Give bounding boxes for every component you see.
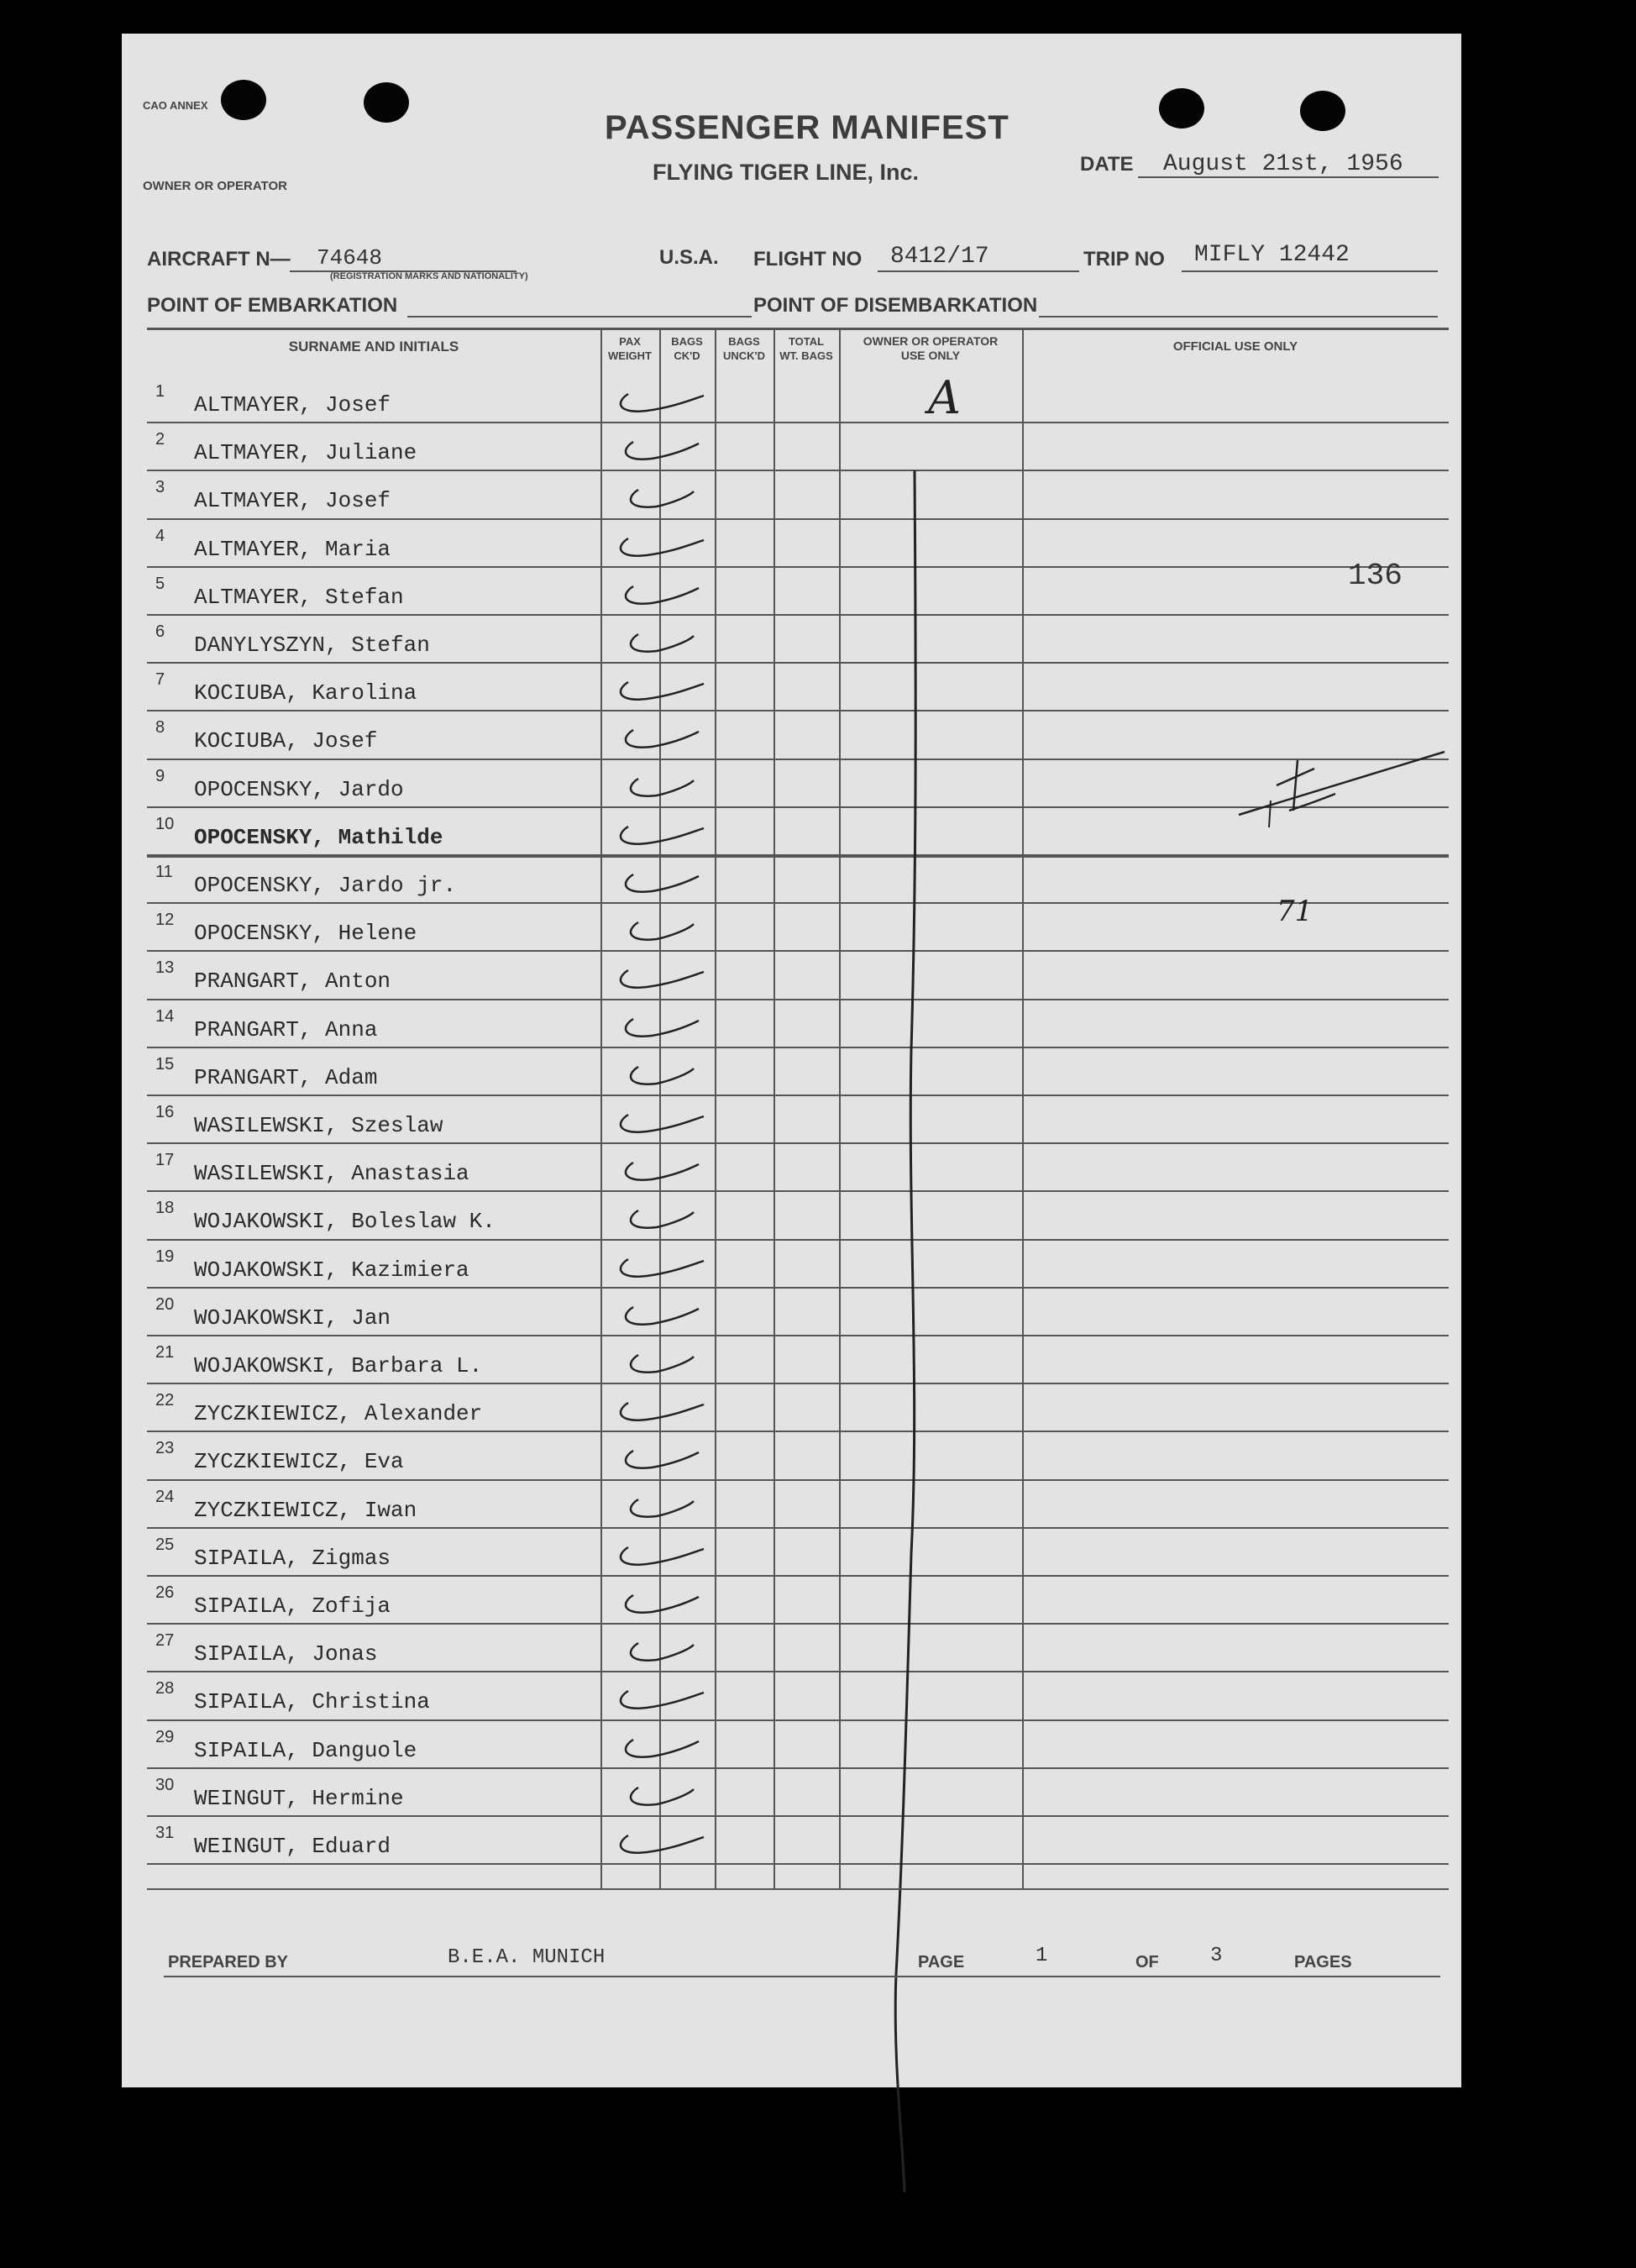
row-divider (147, 1047, 1449, 1048)
row-number: 8 (155, 718, 165, 738)
row-number: 24 (155, 1487, 175, 1506)
col-owner-use-header: OWNER OR OPERATOR USE ONLY (863, 334, 999, 362)
punch-hole-icon (1159, 88, 1204, 129)
passenger-name: OPOCENSKY, Helene (194, 921, 417, 947)
row-divider (147, 999, 1449, 1000)
row-number: 30 (155, 1775, 175, 1794)
row-divider (147, 662, 1449, 664)
trip-label: TRIP NO (1083, 248, 1165, 270)
col-divider (839, 328, 841, 1888)
check-mark-icon (613, 1542, 714, 1572)
row-number: 27 (155, 1631, 175, 1651)
flight-underline (878, 270, 1079, 272)
row-number: 18 (155, 1199, 175, 1218)
passenger-name: OPOCENSKY, Jardo (194, 776, 404, 802)
row-number: 6 (155, 622, 165, 641)
check-mark-icon (613, 1638, 714, 1668)
passenger-name: WEINGUT, Hermine (194, 1785, 404, 1811)
row-number: 23 (155, 1439, 175, 1458)
page-title: PASSENGER MANIFEST (605, 109, 1009, 146)
check-mark-icon (613, 1830, 714, 1861)
row-number: 19 (155, 1247, 175, 1266)
aircraft-label: AIRCRAFT N— (147, 248, 291, 270)
row-divider (147, 1767, 1449, 1769)
passenger-name: WOJAKOWSKI, Kazimiera (194, 1257, 469, 1283)
row-divider (147, 854, 1449, 858)
row-divider (147, 1431, 1449, 1432)
nationality-label: U.S.A. (659, 246, 719, 269)
col-official-header: OFFICIAL USE ONLY (1172, 339, 1298, 354)
row-divider (147, 518, 1449, 520)
check-mark-icon (613, 1398, 714, 1428)
check-mark-icon (613, 965, 714, 995)
passenger-name: ALTMAYER, Juliane (194, 440, 417, 466)
row-divider (147, 566, 1449, 568)
row-number: 10 (155, 814, 175, 833)
passenger-name: WOJAKOWSKI, Boleslaw K. (194, 1209, 496, 1235)
table-bottom-border (147, 1888, 1449, 1890)
passenger-name: WOJAKOWSKI, Barbara L. (194, 1353, 483, 1378)
row-divider (147, 950, 1449, 952)
owner-mark: A (928, 371, 961, 424)
row-number: 17 (155, 1151, 175, 1170)
row-number: 5 (155, 574, 165, 593)
col-divider (600, 328, 602, 1888)
row-divider (147, 1575, 1449, 1577)
passenger-name: ZYCZKIEWICZ, Iwan (194, 1497, 417, 1523)
check-mark-icon (613, 533, 714, 564)
passenger-name: WEINGUT, Eduard (194, 1834, 391, 1859)
passenger-name: ZYCZKIEWICZ, Eva (194, 1449, 404, 1475)
col-name-header: SURNAME AND INITIALS (288, 339, 459, 354)
page-label: PAGE (918, 1953, 965, 1971)
prepared-by-value: B.E.A. MUNICH (448, 1946, 606, 1969)
punch-hole-icon (1300, 91, 1345, 131)
total-pages: 3 (1210, 1945, 1223, 1967)
row-number: 4 (155, 526, 165, 545)
passenger-name: SIPAILA, Zofija (194, 1593, 391, 1619)
row-divider (147, 1239, 1449, 1241)
row-divider (147, 1383, 1449, 1384)
check-mark-icon (613, 1205, 714, 1236)
col-divider (773, 328, 775, 1888)
passenger-name: PRANGART, Adam (194, 1064, 378, 1090)
row-number: 21 (155, 1343, 175, 1362)
passenger-name: SIPAILA, Christina (194, 1689, 430, 1715)
prepared-by-label: PREPARED BY (168, 1953, 288, 1971)
date-label: DATE (1080, 153, 1134, 176)
official-note-136: 136 (1348, 559, 1403, 593)
passenger-name: ALTMAYER, Josef (194, 488, 391, 514)
row-divider (147, 902, 1449, 904)
check-mark-icon (613, 1446, 714, 1476)
date-value: August 21st, 1956 (1163, 151, 1403, 177)
check-mark-icon (613, 1158, 714, 1188)
of-label: OF (1135, 1953, 1159, 1971)
col-divider (1022, 328, 1024, 1888)
row-number: 15 (155, 1054, 175, 1074)
check-mark-icon (613, 1062, 714, 1092)
row-divider (147, 1815, 1449, 1817)
check-mark-icon (613, 1254, 714, 1284)
col-divider (715, 328, 716, 1888)
official-scribble (1230, 743, 1449, 836)
owner-operator-label: OWNER OR OPERATOR (143, 179, 287, 193)
row-number: 26 (155, 1583, 175, 1602)
passenger-name: ALTMAYER, Stefan (194, 584, 404, 610)
row-divider (147, 1190, 1449, 1192)
owner-vertical-stroke (886, 462, 953, 2268)
check-mark-icon (613, 1302, 714, 1332)
disembarkation-underline (1039, 316, 1438, 318)
row-number: 25 (155, 1535, 175, 1554)
punch-hole-icon (221, 80, 266, 120)
row-number: 16 (155, 1103, 175, 1121)
row-number: 20 (155, 1294, 175, 1314)
aircraft-value: 74648 (317, 245, 383, 270)
passenger-name: PRANGART, Anna (194, 1016, 378, 1042)
passenger-name: WASILEWSKI, Szeslaw (194, 1113, 443, 1138)
registration-note: (REGISTRATION MARKS AND NATIONALITY) (330, 271, 528, 281)
passenger-name: WASILEWSKI, Anastasia (194, 1161, 469, 1187)
passenger-name: SIPAILA, Danguole (194, 1737, 417, 1763)
row-number: 1 (155, 382, 165, 401)
flight-label: FLIGHT NO (753, 248, 863, 270)
row-number: 31 (155, 1824, 175, 1842)
passenger-name: SIPAILA, Jonas (194, 1641, 378, 1667)
row-number: 7 (155, 670, 165, 690)
row-divider (147, 1863, 1449, 1865)
row-divider (147, 1287, 1449, 1289)
check-mark-icon (613, 822, 714, 852)
embarkation-label: POINT OF EMBARKATION (147, 294, 398, 317)
check-mark-icon (613, 1590, 714, 1620)
row-divider (147, 470, 1449, 471)
passenger-name: KOCIUBA, Karolina (194, 680, 417, 706)
row-divider (147, 1335, 1449, 1336)
check-mark-icon (613, 1350, 714, 1380)
passenger-name: OPOCENSKY, Jardo jr. (194, 873, 457, 898)
passenger-name: WOJAKOWSKI, Jan (194, 1305, 391, 1331)
trip-value: MIFLY 12442 (1194, 242, 1350, 268)
col-bags-ckd-header: BAGS CK'D (671, 335, 703, 362)
check-mark-icon (613, 485, 714, 515)
manifest-sheet (122, 34, 1461, 2087)
row-number: 29 (155, 1727, 175, 1746)
passenger-name: ALTMAYER, Maria (194, 536, 391, 562)
passenger-name: OPOCENSKY, Mathilde (194, 824, 443, 850)
check-mark-icon (613, 677, 714, 707)
row-number: 13 (155, 958, 175, 978)
check-mark-icon (613, 1494, 714, 1525)
row-divider (147, 1142, 1449, 1144)
check-mark-icon (613, 869, 714, 900)
row-divider (147, 710, 1449, 711)
row-number: 3 (155, 478, 165, 497)
row-divider (147, 1095, 1449, 1096)
row-number: 11 (155, 863, 173, 881)
footer-underline (164, 1976, 1440, 1977)
row-number: 14 (155, 1006, 175, 1026)
row-divider (147, 1719, 1449, 1721)
row-number: 12 (155, 911, 175, 930)
check-mark-icon (613, 389, 714, 419)
embarkation-underline (407, 316, 752, 318)
official-note-71: 71 (1277, 895, 1314, 928)
disembarkation-label: POINT OF DISEMBARKATION (753, 294, 1038, 317)
passenger-name: SIPAILA, Zigmas (194, 1545, 391, 1571)
check-mark-icon (613, 629, 714, 659)
passenger-name: PRANGART, Anton (194, 969, 391, 995)
row-divider (147, 422, 1449, 423)
passenger-name: ZYCZKIEWICZ, Alexander (194, 1401, 483, 1427)
row-divider (147, 1527, 1449, 1529)
row-number: 9 (155, 766, 165, 785)
col-bags-unckd-header: BAGS UNCK'D (722, 335, 766, 362)
pages-label: PAGES (1294, 1953, 1352, 1971)
trip-underline (1182, 270, 1438, 272)
check-mark-icon (613, 1782, 714, 1813)
check-mark-icon (613, 1110, 714, 1140)
punch-hole-icon (364, 82, 409, 123)
row-number: 2 (155, 430, 165, 449)
check-mark-icon (613, 725, 714, 755)
passenger-table (147, 328, 1449, 1890)
row-divider (147, 1623, 1449, 1625)
date-underline (1138, 176, 1439, 178)
flight-value: 8412/17 (890, 244, 989, 270)
table-top-border (147, 328, 1449, 330)
col-pax-header: PAX WEIGHT (608, 335, 652, 362)
page-subtitle: FLYING TIGER LINE, Inc. (653, 160, 920, 185)
check-mark-icon (613, 1686, 714, 1716)
col-total-header: TOTAL WT. BAGS (779, 335, 833, 362)
row-divider (147, 614, 1449, 616)
page-number: 1 (1036, 1945, 1048, 1967)
check-mark-icon (613, 1014, 714, 1044)
check-mark-icon (613, 1735, 714, 1765)
row-divider (147, 1479, 1449, 1481)
passenger-name: KOCIUBA, Josef (194, 728, 378, 754)
passenger-name: ALTMAYER, Josef (194, 392, 391, 417)
check-mark-icon (613, 917, 714, 948)
form-id: CAO ANNEX (143, 99, 208, 112)
row-divider (147, 1671, 1449, 1672)
check-mark-icon (613, 774, 714, 804)
passenger-name: DANYLYSZYN, Stefan (194, 633, 430, 658)
check-mark-icon (613, 437, 714, 467)
row-number: 28 (155, 1679, 175, 1698)
check-mark-icon (613, 581, 714, 612)
row-number: 22 (155, 1391, 175, 1410)
